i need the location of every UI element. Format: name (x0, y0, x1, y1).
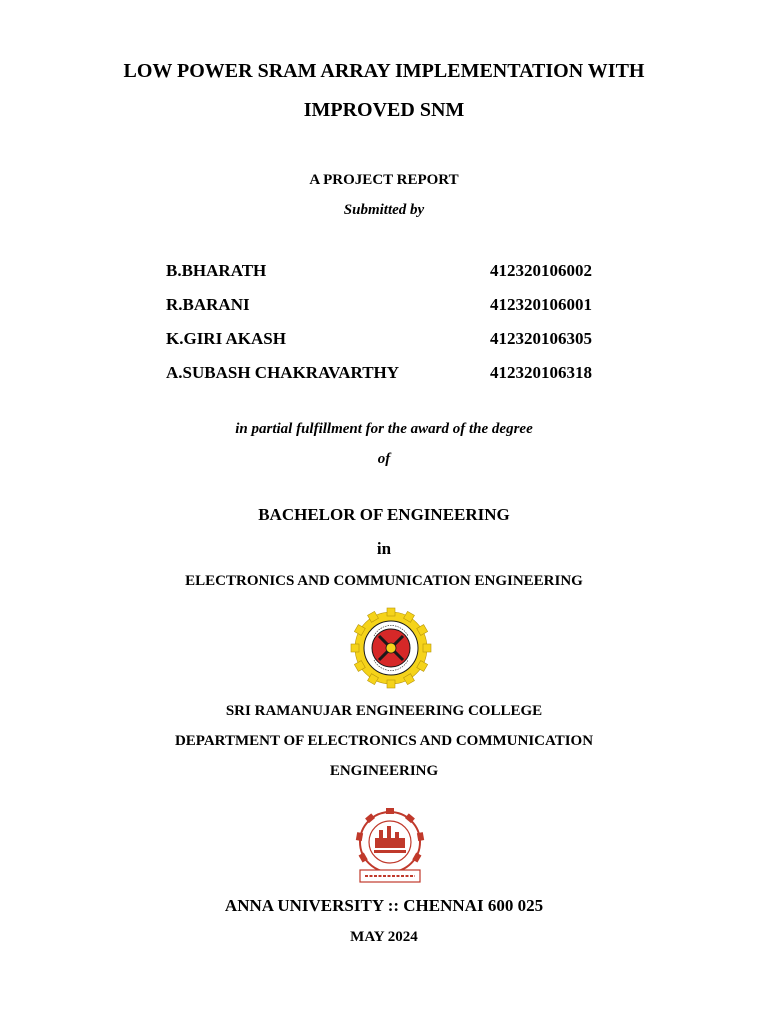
submission-date: MAY 2024 (350, 929, 418, 945)
student-id: 412320106318 (490, 363, 592, 382)
department-line1: DEPARTMENT OF ELECTRONICS AND COMMUNICATION (174, 733, 594, 749)
report-type: A PROJECT REPORT (309, 172, 459, 188)
in-text: in (376, 539, 392, 558)
anna-university-emblem-icon (347, 808, 433, 886)
branch-name: ELECTRONICS AND COMMUNICATION ENGINEERING (185, 573, 583, 589)
university-name: ANNA UNIVERSITY :: CHENNAI 600 025 (224, 896, 544, 915)
fulfillment-text: in partial fulfillment for the award of the degree (235, 421, 533, 437)
student-name: R.BARANI (166, 295, 250, 314)
college-emblem-icon (349, 606, 433, 690)
student-name: B.BHARATH (166, 261, 267, 280)
student-name: A.SUBASH CHAKRAVARTHY (166, 363, 400, 382)
student-name: K.GIRI AKASH (166, 329, 286, 348)
student-id: 412320106002 (490, 261, 592, 280)
college-name: SRI RAMANUJAR ENGINEERING COLLEGE (225, 703, 543, 719)
submitted-by-label: Submitted by (343, 202, 425, 218)
of-text: of (377, 451, 391, 467)
student-id: 412320106001 (490, 295, 592, 314)
student-id: 412320106305 (490, 329, 592, 348)
department-line2: ENGINEERING (329, 763, 439, 779)
degree-name: BACHELOR OF ENGINEERING (258, 505, 510, 524)
report-title-line2: IMPROVED SNM (303, 99, 465, 121)
report-title-line1: LOW POWER SRAM ARRAY IMPLEMENTATION WITH (123, 60, 645, 82)
